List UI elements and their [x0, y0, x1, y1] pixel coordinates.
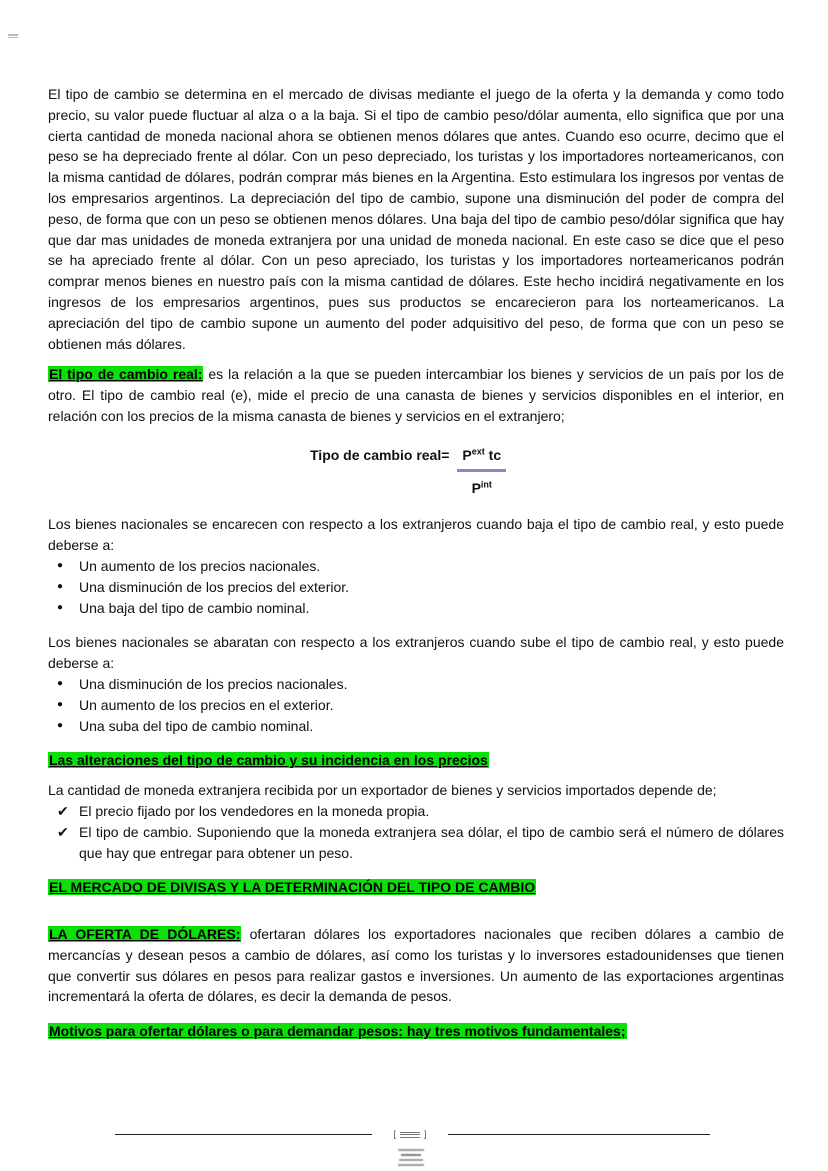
- check-icon: ✔: [57, 823, 69, 840]
- numerator-base: P: [462, 446, 472, 463]
- list-item: [48, 801, 784, 822]
- list-item: [48, 695, 784, 716]
- list-item: [48, 822, 784, 864]
- bracket-left-icon: [: [393, 1129, 396, 1139]
- paragraph-oferta-dolares: [48, 924, 784, 1007]
- denominator-base: P: [471, 479, 481, 496]
- formula-fraction: [457, 445, 506, 499]
- paragraph-real-exchange-rate: [48, 364, 784, 426]
- bullet-icon: ●: [57, 559, 64, 571]
- paragraph-goods-cheaper: Los bienes nacionales se abaratan con respecto a los extranjeros cuando sube el tipo de cambio real, y esto puede deberse a:: [48, 634, 784, 672]
- heading-mercado-divisas-text: EL MERCADO DE DIVISAS Y LA DETERMINACIÓN DEL TIPO DE CAMBIO: [49, 879, 536, 896]
- list-item-text: Un aumento de los precios en el exterior.: [79, 696, 334, 713]
- denominator-superscript: int: [480, 478, 492, 489]
- list-item-text: Un aumento de los precios nacionales.: [79, 557, 321, 574]
- bullet-icon: ●: [57, 698, 64, 710]
- oferta-dolares-text: ofertaran dólares los exportadores nacionales que reciben dólares a cambio de mercancías y desean pesos a cambio de dólares, así como los turistas y lo inversores estadounidenses que tienen que convertir sus dólares en pesos para realizar gastos e inversiones. Un aumento de las exportaciones argentinas incrementará la oferta de dólares, es decir la demanda de pesos.: [48, 926, 784, 1005]
- list-item: [48, 598, 784, 619]
- list-item-text: Una disminución de los precios nacionales.: [79, 675, 348, 692]
- list-item-text: Una disminución de los precios del exterior.: [79, 578, 350, 595]
- heading-motivos-text: Motivos para ofertar dólares o para demandar pesos: hay tres motivos fundamentales;: [49, 1023, 626, 1040]
- highlight-oferta-dolares: LA OFERTA DE DÓLARES:: [49, 926, 241, 943]
- check-list-alteraciones: [48, 801, 784, 863]
- paragraph-exchange-rate-intro: El tipo de cambio se determina en el mercado de divisas mediante el juego de la oferta y la demanda y como todo precio, su valor puede fluctuar al alza o a la baja. Si el tipo de cambio peso/dólar aumenta, ello significa que por una cierta cantidad de moneda nacional ahora se obtienen menos dólares que antes. Cuando eso ocurre, decimo que el peso se ha depreciado frente al dólar. Con un peso depreciado, los turistas y los importadores norteamericanos, con la misma cantidad de dólares, podrán comprar más bienes en la Argentina. Esto estimulara los ingresos por ventas de los empresarios argentinos. La depreciación del tipo de cambio, supone una disminución del poder de compra del peso, de forma que con un peso se obtienen menos dólares. Una baja del tipo de cambio peso/dólar significa que hay que dar mas unidades de moneda extranjera por una unidad de moneda nacional. En este caso se dice que el peso se ha apreciado frente al dólar. Con un peso apreciado, los turistas y los importadores norteamericanos podrán comprar menos bienes en nuestro país con la misma cantidad de dólares. Este hecho incidirá negativamente en los ingresos de los empresarios argentinos, pues sus productos se encarecieron para los norteamericanos. La apreciación del tipo de cambio supone un aumento del poder adquisitivo del peso, de forma que con un peso se obtienen más dólares.: [48, 86, 784, 352]
- heading-motivos: [48, 1021, 784, 1042]
- formula-numerator: [457, 445, 506, 472]
- list-item-text: Una suba del tipo de cambio nominal.: [79, 717, 314, 734]
- heading-alteraciones: [48, 750, 784, 771]
- bullet-icon: ●: [57, 580, 64, 592]
- formula-denominator: [472, 478, 492, 499]
- highlight-real-exchange-rate: El tipo de cambio real:: [49, 366, 203, 383]
- real-exchange-rate-text: es la relación a la que se pueden intercambiar los bienes y servicios de un país por los de otro. El tipo de cambio real (e), mide el precio de una canasta de bienes y servicios disponibles en el interior, en relación con los precios de la misma canasta de bienes y servicios en el extranjero;: [48, 366, 784, 424]
- bullet-icon: ●: [57, 719, 64, 731]
- formula-real-exchange-rate: [310, 445, 784, 499]
- formula-label: Tipo de cambio real=: [310, 446, 450, 463]
- check-icon: ✔: [57, 802, 69, 819]
- list-item-text: El tipo de cambio. Suponiendo que la moneda extranjera sea dólar, el tipo de cambio será el número de dólares que hay que entregar para obtener un peso.: [79, 823, 784, 861]
- paragraph-goods-more-expensive: Los bienes nacionales se encarecen con respecto a los extranjeros cuando baja el tipo de cambio real, y esto puede deberse a:: [48, 516, 784, 554]
- bullet-list-cheaper: [48, 674, 784, 736]
- footer-center-marks: [372, 1128, 448, 1141]
- footer-stamp-icon: [396, 1146, 426, 1166]
- paragraph-alteraciones-intro: La cantidad de moneda extranjera recibida por un exportador de bienes y servicios importados depende de;: [48, 782, 717, 799]
- bullet-icon: ●: [57, 677, 64, 689]
- heading-alteraciones-text: Las alteraciones del tipo de cambio y su incidencia en los precios: [49, 752, 488, 769]
- numerator-superscript: ext: [471, 446, 485, 457]
- list-item: [48, 577, 784, 598]
- tiny-text-lines-icon: [400, 1130, 420, 1139]
- list-item: [48, 674, 784, 695]
- heading-mercado-divisas: [48, 877, 784, 898]
- bullet-icon: ●: [57, 601, 64, 613]
- bracket-right-icon: ]: [424, 1129, 427, 1139]
- numerator-rest: tc: [484, 446, 502, 463]
- document-body: [48, 84, 784, 1051]
- list-item-text: Una baja del tipo de cambio nominal.: [79, 599, 310, 616]
- list-item: [48, 556, 784, 577]
- list-item: [48, 716, 784, 737]
- bullet-list-more-expensive: [48, 556, 784, 618]
- scan-artifact: [8, 33, 18, 40]
- list-item-text: El precio fijado por los vendedores en la moneda propia.: [79, 802, 430, 819]
- footer: [0, 1128, 828, 1171]
